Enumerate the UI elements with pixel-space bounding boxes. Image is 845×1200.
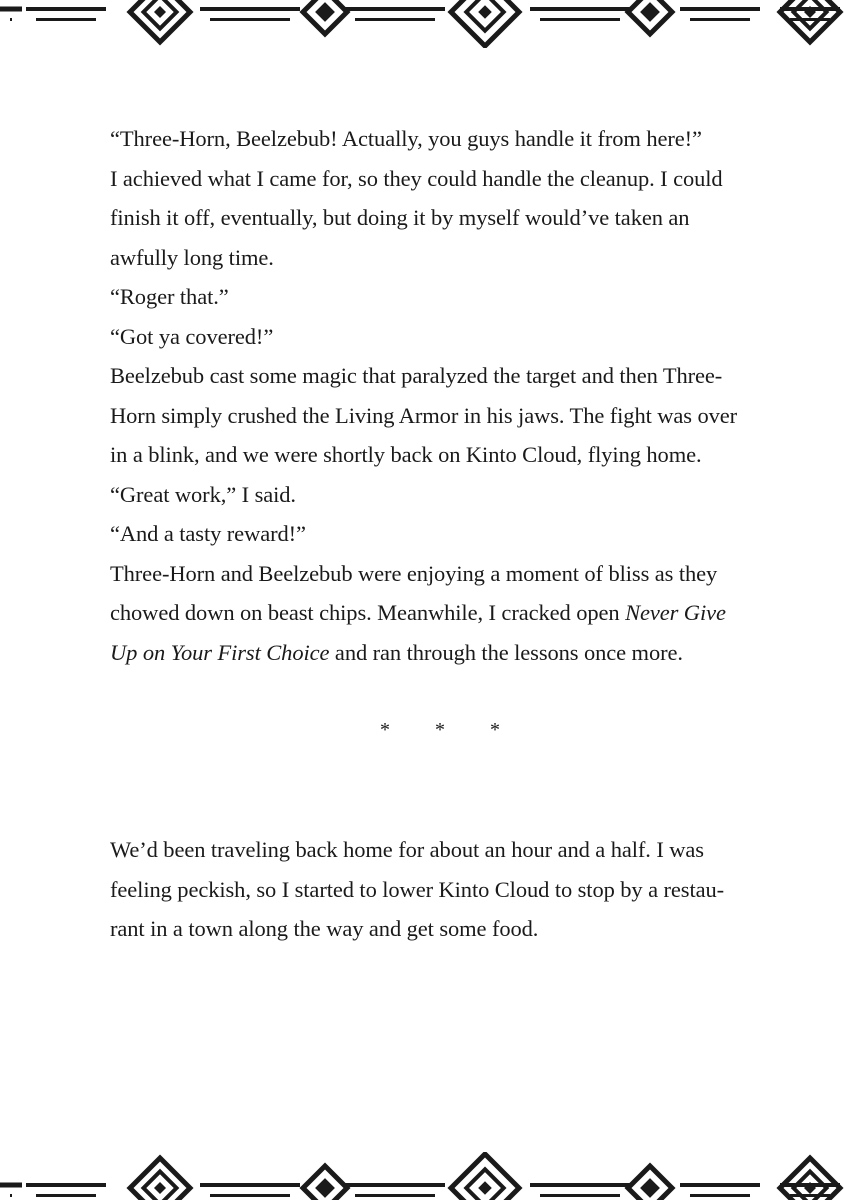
text-segment: “Great work,” I said. <box>110 481 296 507</box>
text-line <box>110 396 770 436</box>
text-segment: and ran through the lessons once more. <box>329 639 683 665</box>
text-segment: chowed down on beast chips. Meanwhile, I cracked open <box>110 600 626 625</box>
asterisk: * <box>435 719 445 741</box>
asterisk: * <box>380 719 390 741</box>
text-line <box>110 238 770 278</box>
border-bar <box>690 1194 750 1197</box>
diamond-icon <box>640 1178 660 1198</box>
border-bar <box>0 7 22 12</box>
text-line <box>110 909 770 949</box>
text-segment: in a blink, and we were shortly back on Kinto Cloud, flying home. <box>110 442 702 467</box>
page-body <box>110 119 770 949</box>
border-bar <box>790 1194 830 1197</box>
border-bar <box>790 18 830 21</box>
border-bar <box>545 18 615 21</box>
diamond-icon <box>315 2 335 22</box>
border-pattern-top <box>0 0 845 48</box>
border-bar <box>535 1184 625 1187</box>
text-line <box>110 119 770 159</box>
border-bar <box>350 1184 440 1187</box>
book-title-italic: Up on Your First Choice <box>110 639 330 665</box>
text-segment: We’d been traveling back home for about an hour and a half. I was <box>110 837 704 862</box>
diamond-icon <box>154 6 166 18</box>
border-bar <box>10 18 12 21</box>
text-segment: awfully long time. <box>110 244 274 270</box>
text-segment: Horn simply crushed the Living Armor in his jaws. The fight was over <box>110 402 738 428</box>
border-bar <box>350 8 440 11</box>
text-line <box>110 870 770 910</box>
text-line <box>110 554 770 594</box>
border-bar <box>360 1194 430 1197</box>
text-line <box>110 356 770 396</box>
diamond-icon <box>478 5 492 19</box>
text-line <box>110 277 770 317</box>
asterisk: * <box>490 719 500 741</box>
text-segment: feeling peckish, so I started to lower Kinto Cloud to stop by a restau- <box>110 876 725 902</box>
text-segment: “Got ya covered!” <box>110 323 274 349</box>
text-line <box>110 317 770 357</box>
book-title-italic: Never Give <box>625 600 726 625</box>
text-segment: finish it off, eventually, but doing it by myself would’ve taken an <box>110 205 690 230</box>
border-bar <box>10 1194 12 1197</box>
border-bar <box>690 18 750 21</box>
border-bar <box>36 1194 96 1197</box>
border-bar <box>26 7 106 11</box>
text-segment: rant in a town along the way and get some food. <box>110 916 539 941</box>
text-segment: Three-Horn and Beelzebub were enjoying a moment of bliss as they <box>110 560 718 586</box>
top-decorative-border <box>0 0 845 48</box>
scene-break <box>110 672 770 830</box>
diamond-icon <box>478 1181 492 1195</box>
border-bar <box>36 18 96 21</box>
text-line <box>110 198 770 238</box>
text-segment: “And a tasty reward!” <box>110 521 306 546</box>
scene-break-asterisks <box>110 719 770 742</box>
border-bar <box>0 1183 22 1188</box>
text-line <box>110 475 770 515</box>
border-bar <box>205 8 295 11</box>
text-segment: “Three-Horn, Beelzebub! Actually, you guys handle it from here!” <box>110 126 702 151</box>
border-bar <box>215 18 285 21</box>
border-bar <box>535 8 625 11</box>
bottom-decorative-border <box>0 1152 845 1200</box>
border-bar <box>680 1183 760 1187</box>
text-line <box>110 159 770 199</box>
border-bar <box>680 7 760 11</box>
border-bar <box>205 1184 295 1187</box>
diamond-icon <box>315 1178 335 1198</box>
text-block-before-break <box>110 119 770 672</box>
text-line <box>110 435 770 475</box>
border-bar <box>545 1194 615 1197</box>
border-bar <box>26 1183 106 1187</box>
border-pattern-bottom <box>0 1152 845 1200</box>
text-line <box>110 830 770 870</box>
diamond-icon <box>154 1182 166 1194</box>
text-line <box>110 514 770 554</box>
border-bar <box>215 1194 285 1197</box>
border-bar <box>360 18 430 21</box>
diamond-icon <box>640 2 660 22</box>
text-segment: “Roger that.” <box>110 284 229 309</box>
text-line <box>110 593 770 633</box>
text-segment: I achieved what I came for, so they could handle the cleanup. I could <box>110 165 723 191</box>
text-block-after-break <box>110 830 770 949</box>
text-segment: Beelzebub cast some magic that paralyzed the target and then Three- <box>110 363 723 388</box>
text-line <box>110 633 770 673</box>
